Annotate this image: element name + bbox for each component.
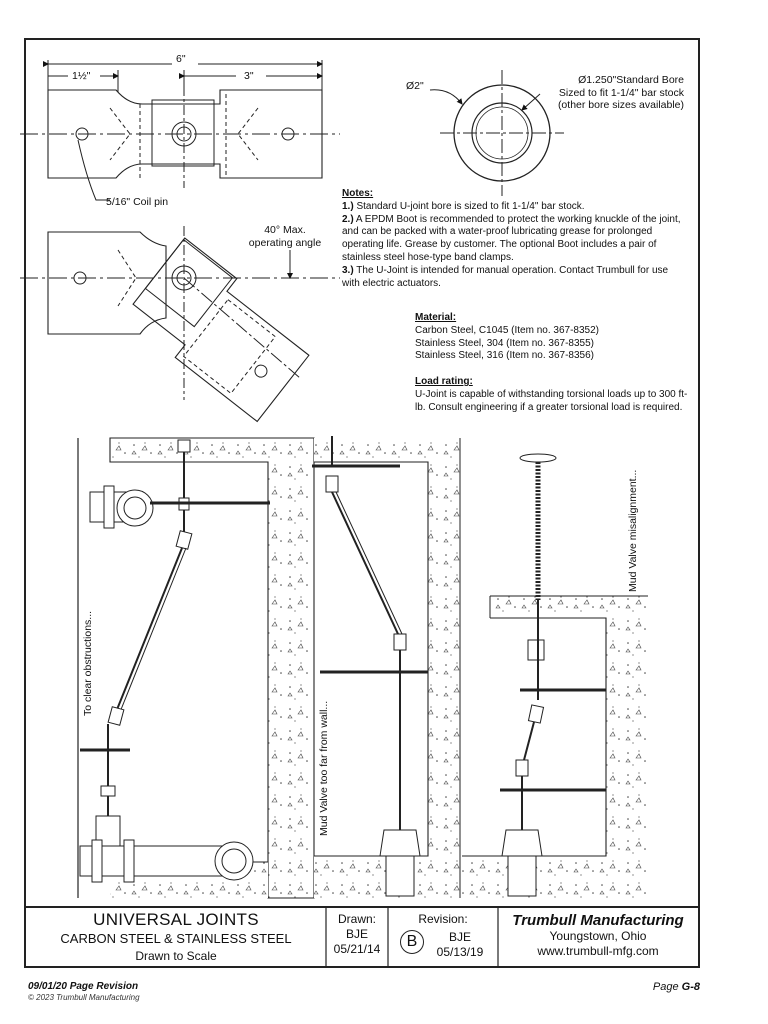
note-2-number: 2.) bbox=[342, 213, 354, 225]
ujoint-angled-view bbox=[20, 226, 340, 421]
caption-clear-obstructions: To clear obstructions... bbox=[82, 610, 94, 716]
dim-left: 1½" bbox=[72, 70, 91, 82]
company-city: Youngstown, Ohio bbox=[549, 929, 647, 943]
note-1-text: Standard U-joint bore is sized to fit 1-1/4" bar stock. bbox=[353, 200, 585, 212]
dim-right: 3" bbox=[244, 70, 254, 82]
load-rating-section bbox=[415, 376, 690, 414]
material-heading: Material: bbox=[415, 312, 457, 323]
drawn-label: Drawn: bbox=[337, 912, 376, 926]
dim-overall: 6" bbox=[176, 53, 186, 65]
note-3-text: The U-Joint is intended for manual operation. Contact Trumbull for use with electric actuators. bbox=[342, 264, 669, 289]
angle-line-1: 40° Max. bbox=[264, 224, 306, 236]
revision-by: BJE bbox=[448, 930, 471, 944]
notes-section bbox=[342, 188, 684, 290]
coil-pin-label: 5/16" Coil pin bbox=[106, 196, 169, 208]
note-2-text: A EPDM Boot is recommended to protect the working knuckle of the joint, and can be packed with a water-proof lubricating grease for prolonged operating life. Grease by customer. The optional Boot includes a pair of stainless steel hose-type band clamps. bbox=[342, 213, 681, 263]
company-name: Trumbull Manufacturing bbox=[512, 912, 684, 929]
note-1-number: 1.) bbox=[342, 200, 354, 212]
copyright: © 2023 Trumbull Manufacturing bbox=[28, 993, 140, 1002]
install-scenario-obstructions bbox=[80, 438, 314, 898]
install-scenario-misalignment bbox=[462, 454, 648, 898]
angle-line-2: operating angle bbox=[248, 236, 322, 249]
material-item: Stainless Steel, 316 (Item no. 367-8356) bbox=[415, 350, 594, 362]
caption-mud-valve-misalignment: Mud Valve misalignment... bbox=[627, 469, 639, 592]
caption-mud-valve-wall: Mud Valve too far from wall... bbox=[318, 700, 330, 836]
drawing-scale: Drawn to Scale bbox=[135, 949, 217, 963]
drawing-title: UNIVERSAL JOINTS bbox=[93, 910, 259, 929]
page-number-block bbox=[653, 981, 700, 993]
drawn-by: BJE bbox=[345, 927, 368, 941]
title-cell bbox=[26, 908, 326, 968]
revision-date: 05/13/19 bbox=[436, 945, 484, 959]
page-label: Page bbox=[652, 981, 679, 993]
title-block bbox=[26, 906, 698, 968]
page-number: G-8 bbox=[681, 981, 700, 993]
note-2 bbox=[342, 214, 684, 265]
revision-cell bbox=[388, 908, 498, 968]
install-scenario-wall bbox=[312, 436, 460, 898]
drawn-cell bbox=[326, 908, 388, 968]
company-cell bbox=[498, 908, 698, 968]
drawn-date: 05/21/14 bbox=[333, 942, 381, 956]
note-1 bbox=[342, 201, 684, 214]
dim-outer-diameter: Ø2" bbox=[406, 80, 424, 92]
page-revision: 09/01/20 Page Revision bbox=[28, 981, 139, 992]
angle-label bbox=[240, 224, 330, 249]
bore-end-view bbox=[430, 70, 564, 196]
revision-letter: B bbox=[400, 930, 424, 954]
note-3-number: 3.) bbox=[342, 264, 354, 276]
notes-heading: Notes: bbox=[342, 188, 374, 199]
material-item: Carbon Steel, C1045 (Item no. 367-8352) bbox=[415, 324, 599, 336]
note-3 bbox=[342, 265, 684, 291]
ujoint-top-view bbox=[20, 60, 340, 200]
revision-label: Revision: bbox=[418, 912, 468, 926]
material-item: Stainless Steel, 304 (Item no. 367-8355) bbox=[415, 337, 594, 349]
bore-label bbox=[548, 74, 684, 112]
company-website[interactable]: www.trumbull-mfg.com bbox=[537, 944, 659, 958]
load-rating-text: U-Joint is capable of withstanding torsional loads up to 300 ft-lb. Consult engineering if a greater torsional load is required. bbox=[415, 388, 688, 413]
drawing-subtitle: CARBON STEEL & STAINLESS STEEL bbox=[60, 931, 292, 946]
load-rating-heading: Load rating: bbox=[415, 376, 473, 387]
bore-line-3: (other bore sizes available) bbox=[557, 99, 684, 111]
bore-line-2: Sized to fit 1-1/4" bar stock bbox=[558, 86, 684, 99]
bore-line-1: Ø1.250"Standard Bore bbox=[578, 74, 684, 86]
material-section bbox=[415, 312, 695, 363]
